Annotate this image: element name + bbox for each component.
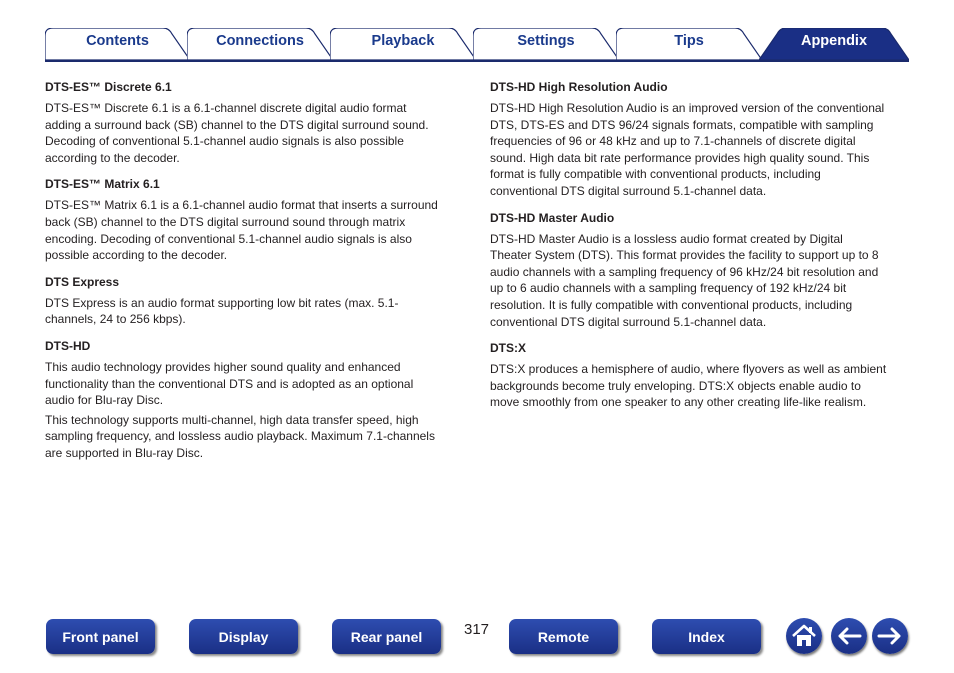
tab-label: Contents xyxy=(86,33,149,49)
section-paragraph: DTS-HD High Resolution Audio is an improved version of the conventional DTS, DTS-ES and DTS 96/24 signals formats, compatible with sampling frequencies of 96 or 48 kHz and up to 7.1-channels of discrete digital sound. High data bit rate performance provides high quality sound. This format is fully compatible with conventional products, including conventional DTS digital surround 5.1-channel data. xyxy=(490,101,885,198)
right-column xyxy=(490,80,910,422)
section-heading: DTS-HD xyxy=(45,338,91,353)
section-heading: DTS Express xyxy=(45,274,120,289)
rear-panel-button[interactable]: Rear panel xyxy=(332,619,441,654)
section-paragraph: DTS-ES™ Discrete 6.1 is a 6.1-channel discrete digital audio format adding a surround back (SB) channel to the DTS digital surround sound. Decoding of conventional 5.1-channel audio signals is also possible according to the decoder. xyxy=(45,101,429,165)
section-paragraph: This audio technology provides higher sound quality and enhanced functionality than the conventional DTS and is adopted as an optional audio for Blu-ray Disc. xyxy=(45,359,414,408)
section-dts-es-discrete xyxy=(45,80,465,166)
display-button[interactable]: Display xyxy=(189,619,298,654)
remote-button[interactable]: Remote xyxy=(509,619,618,654)
tab-label: Connections xyxy=(216,33,304,49)
tab-contents[interactable] xyxy=(45,28,190,60)
section-paragraph: This technology supports multi-channel, high data transfer speed, high sampling frequency, and lossless audio playback. Maximum 7.1-channels are supported in Blu-ray Disc. xyxy=(45,412,435,460)
tab-appendix[interactable] xyxy=(759,28,909,60)
section-dts-hd xyxy=(45,339,465,462)
section-heading: DTS-HD High Resolution Audio xyxy=(490,80,668,94)
front-panel-button[interactable]: Front panel xyxy=(46,619,155,654)
page-number: 317 xyxy=(464,621,490,638)
section-heading: DTS:X xyxy=(490,341,526,356)
section-dts-express xyxy=(45,275,465,328)
tab-label: Tips xyxy=(674,33,704,49)
section-dts-x xyxy=(490,341,910,411)
section-dts-hd-master-audio xyxy=(490,211,910,331)
section-paragraph: DTS-ES™ Matrix 6.1 is a 6.1-channel audio format that inserts a surround back (SB) channel to the DTS digital surround sound through matrix encoding. Decoding of conventional 5.1-channel audio signals is also possible according to the decoder. xyxy=(45,198,438,263)
section-dts-es-matrix xyxy=(45,177,465,263)
back-button[interactable] xyxy=(831,618,867,654)
tab-label: Playback xyxy=(371,33,435,49)
tab-bar xyxy=(0,0,954,64)
tab-connections[interactable] xyxy=(187,28,333,60)
tab-tips[interactable] xyxy=(616,28,762,60)
tab-settings[interactable] xyxy=(473,28,619,60)
section-heading: DTS-ES™ Matrix 6.1 xyxy=(45,177,160,192)
left-column xyxy=(45,80,465,473)
index-button[interactable]: Index xyxy=(652,619,761,654)
arrow-right-icon xyxy=(875,621,905,651)
home-icon xyxy=(789,621,819,651)
forward-button[interactable] xyxy=(872,618,908,654)
tab-label: Appendix xyxy=(800,33,868,49)
home-button[interactable] xyxy=(786,618,822,654)
section-paragraph: DTS:X produces a hemisphere of audio, where flyovers as well as ambient backgrounds become truly enveloping. DTS:X objects enable audio to move smoothly from one speaker to any other creating life-like realism. xyxy=(490,362,887,410)
tab-playback[interactable] xyxy=(330,28,476,60)
section-heading: DTS-HD Master Audio xyxy=(490,210,615,225)
section-paragraph: DTS Express is an audio format supporting low bit rates (max. 5.1- channels, 24 to 256 kbps). xyxy=(45,295,399,327)
tab-underline xyxy=(45,60,909,62)
section-paragraph: DTS-HD Master Audio is a lossless audio format created by Digital Theater System (DTS). This format provides the facility to support up to 8 audio channels with a sampling frequency of 96 kHz/24 bit resolution and up to 6 audio channels with a sampling frequency of 192 kHz/24 bit resolution. It is fully compatible with conventional products, including conventional DTS digital surround 5.1-channel data. xyxy=(490,231,879,329)
section-dts-hd-high-resolution xyxy=(490,80,910,200)
tab-label: Settings xyxy=(517,33,575,49)
section-heading: DTS-ES™ Discrete 6.1 xyxy=(45,80,172,94)
arrow-left-icon xyxy=(834,621,864,651)
